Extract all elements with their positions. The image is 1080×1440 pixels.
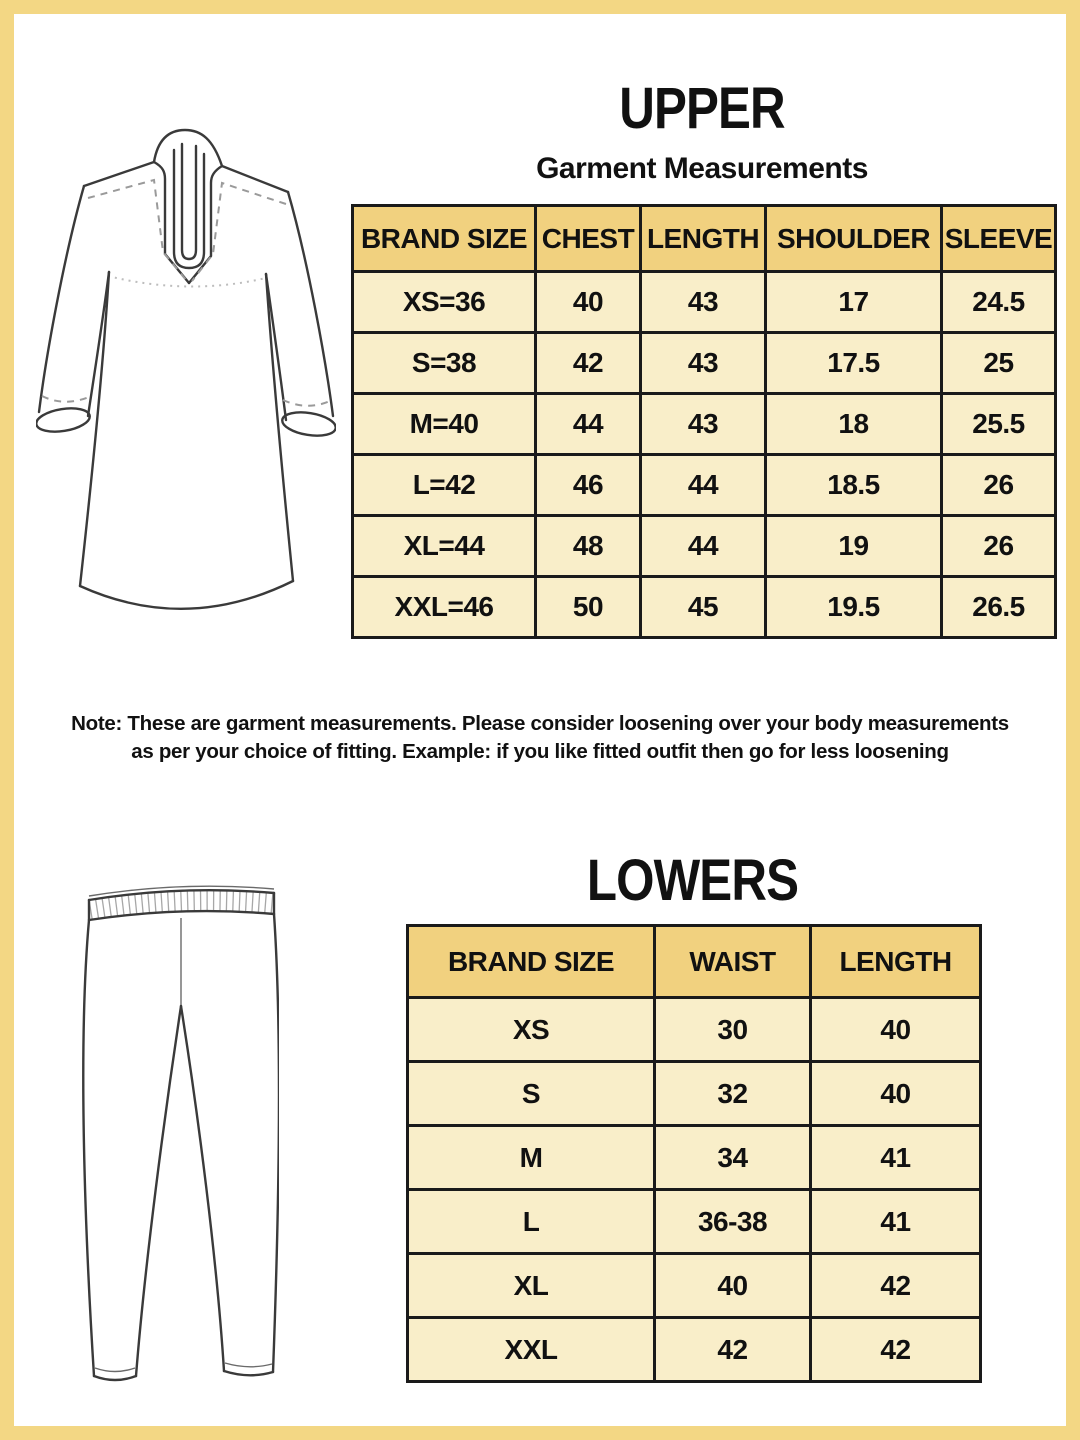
table-cell: 44 [536,394,641,455]
measurement-note [34,710,1046,766]
table-cell: XS=36 [353,272,536,333]
column-header: WAIST [655,926,811,998]
table-row [408,1062,981,1126]
table-row [353,394,1056,455]
table-cell: 25.5 [942,394,1056,455]
table-cell: 44 [641,516,766,577]
table-cell: 42 [811,1254,981,1318]
table-cell: 18 [766,394,942,455]
table-row [408,1126,981,1190]
table-cell: 17 [766,272,942,333]
note-line-1: Note: These are garment measurements. Please consider loosening over your body measurements [71,712,1009,735]
table-cell: 25 [942,333,1056,394]
table-cell: 19 [766,516,942,577]
header-row [353,206,1056,272]
lowers-size-table [406,924,982,1383]
table-cell: 24.5 [942,272,1056,333]
table-cell: 43 [641,333,766,394]
table-cell: 41 [811,1126,981,1190]
note-line-2: as per your choice of fitting. Example: if you like fitted outfit then go for less loosening [131,740,949,763]
table-row [353,455,1056,516]
table-cell: 26 [942,455,1056,516]
table-row [408,1190,981,1254]
table-cell: 43 [641,394,766,455]
column-header: SLEEVE [942,206,1056,272]
table-cell: 45 [641,577,766,638]
header-row [408,926,981,998]
table-cell: S=38 [353,333,536,394]
column-header: BRAND SIZE [408,926,655,998]
column-header: CHEST [536,206,641,272]
table-cell: 32 [655,1062,811,1126]
table-cell: 40 [811,1062,981,1126]
table-cell: 19.5 [766,577,942,638]
upper-section-title: UPPER [619,76,785,141]
table-cell: 26.5 [942,577,1056,638]
table-cell: XXL=46 [353,577,536,638]
table-cell: 50 [536,577,641,638]
table-cell: S [408,1062,655,1126]
table-row [353,272,1056,333]
table-row [408,998,981,1062]
table-cell: 40 [811,998,981,1062]
table-cell: L=42 [353,455,536,516]
table-row [408,1318,981,1382]
table-cell: 42 [811,1318,981,1382]
pants-illustration [69,882,279,1402]
table-cell: XL=44 [353,516,536,577]
column-header: LENGTH [641,206,766,272]
table-cell: M [408,1126,655,1190]
table-cell: 42 [655,1318,811,1382]
table-cell: 40 [536,272,641,333]
table-cell: 48 [536,516,641,577]
table-cell: 46 [536,455,641,516]
table-cell: 40 [655,1254,811,1318]
column-header: LENGTH [811,926,981,998]
table-cell: 17.5 [766,333,942,394]
column-header: SHOULDER [766,206,942,272]
table-cell: 41 [811,1190,981,1254]
table-cell: 36-38 [655,1190,811,1254]
table-cell: 34 [655,1126,811,1190]
table-row [353,516,1056,577]
table-cell: L [408,1190,655,1254]
table-cell: 42 [536,333,641,394]
table-row [408,1254,981,1318]
table-row [353,577,1056,638]
table-cell: M=40 [353,394,536,455]
kurta-illustration [36,126,336,641]
table-cell: 26 [942,516,1056,577]
table-cell: XXL [408,1318,655,1382]
garment-measurements-subtitle: Garment Measurements [536,152,868,185]
lowers-section-title: LOWERS [586,848,799,913]
table-cell: 43 [641,272,766,333]
table-cell: 30 [655,998,811,1062]
table-cell: 44 [641,455,766,516]
column-header: BRAND SIZE [353,206,536,272]
table-cell: XS [408,998,655,1062]
table-cell: XL [408,1254,655,1318]
upper-size-table [351,204,1057,639]
table-row [353,333,1056,394]
table-cell: 18.5 [766,455,942,516]
